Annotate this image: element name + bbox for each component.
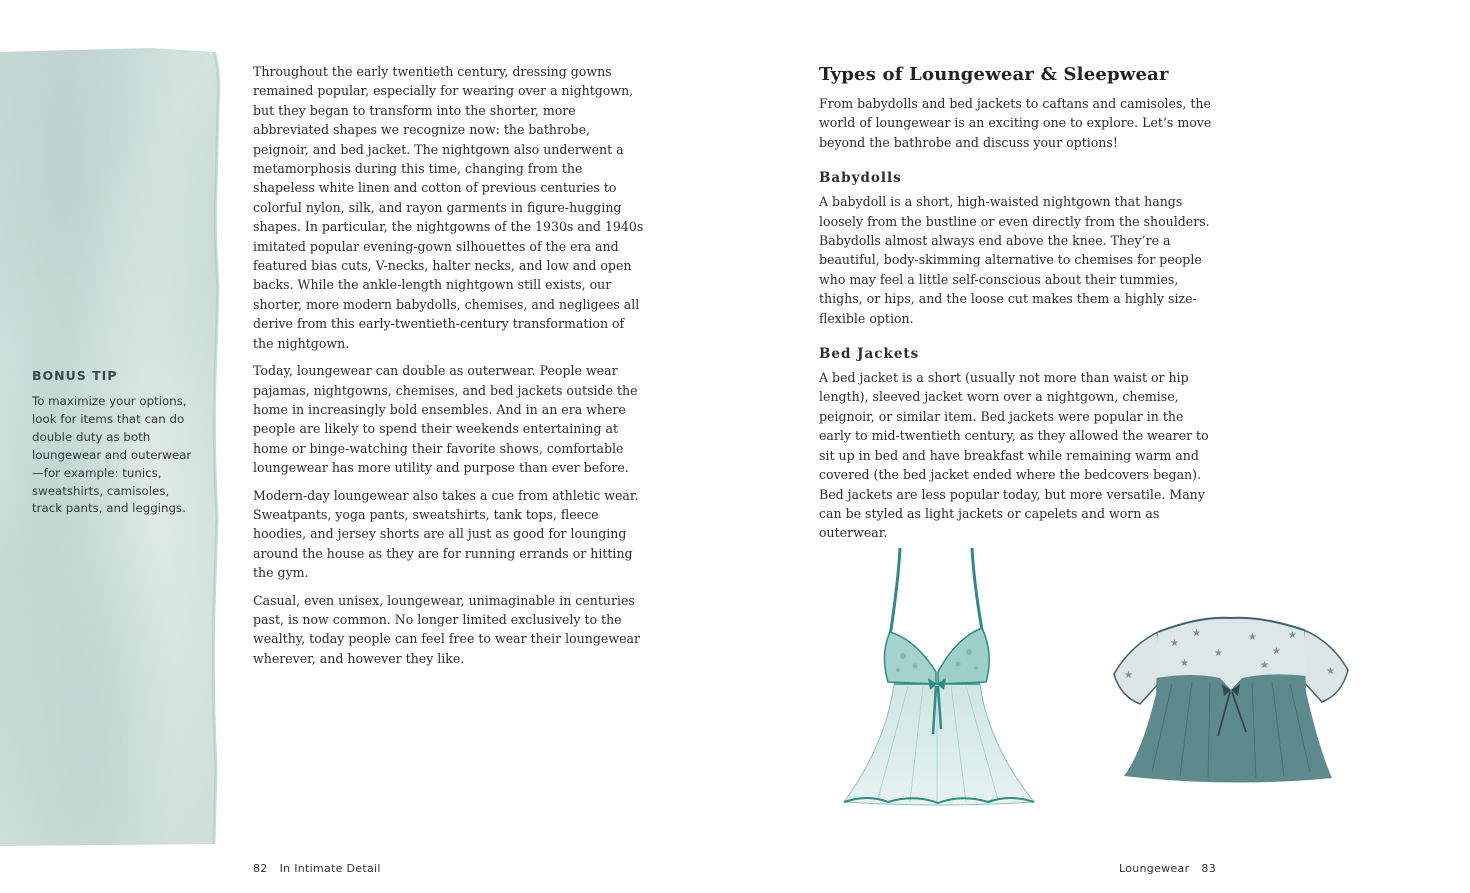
bonus-tip-title: BONUS TIP [32, 368, 118, 383]
svg-text:★: ★ [1248, 632, 1257, 643]
page-heading: Types of Loungewear & Sleepwear [819, 64, 1169, 85]
right-page-text [819, 64, 1214, 551]
section-body-babydolls: A babydoll is a short, high-waisted nightgown that hangs loosely from the bustline or even directly from the shoulders. Babydolls almost always end above the knee. They’re a beautiful, body-skimming alternative to chemises for people who may feel a little self-conscious about their tummies, thighs, or hips, and the loose cut makes them a highly size-flexible option. [819, 194, 1210, 326]
page-number: 82 [253, 862, 268, 875]
right-page-folio [1119, 862, 1216, 875]
section-heading-babydolls: Babydolls [819, 170, 902, 187]
bonus-tip-box [32, 368, 198, 518]
svg-text:★: ★ [1214, 648, 1223, 659]
svg-text:★: ★ [1272, 646, 1281, 657]
section-heading-bed-jackets: Bed Jackets [819, 346, 920, 363]
svg-text:★: ★ [1170, 638, 1179, 649]
svg-text:★: ★ [1180, 658, 1189, 669]
body-paragraph: Throughout the early twentieth century, dressing gowns remained popular, especially for wearing over a nightgown, but they began to transform into the shorter, more abbreviated shapes we recognize now: the bathrobe, peignoir, and bed jacket. The nightgown also underwent a metamorphosis during this time, changing from the shapeless white linen and cotton of previous centuries to colorful nylon, silk, and rayon garments in figure-hugging shapes. In particular, the nightgowns of the 1930s and 1940s imitated popular evening-gown silhouettes of the era and featured bias cuts, V-necks, halter necks, and low and open backs. While the ankle-length nightgown still exists, our shorter, more modern babydolls, chemises, and negligees all derive from this early-twentieth-century transformation of the nightgown. [253, 64, 644, 351]
section-body-bed-jackets: A bed jacket is a short (usually not more than waist or hip length), sleeved jacket worn over a nightgown, chemise, peignoir, or similar item. Bed jackets were popular in the early to mid-twentieth century, as they allowed the wearer to sit up in bed and have breakfast while remaining warm and covered (the bed jacket ended where the bedcovers began). Bed jackets are less popular today, but more versatile. Many can be styled as light jackets or capelets and worn as outerwear. [819, 370, 1209, 541]
intro-paragraph: From babydolls and bed jackets to caftans and camisoles, the world of loungewear is an exciting one to explore. Let’s move beyond the bathrobe and discuss your options! [819, 96, 1212, 150]
svg-text:★: ★ [1124, 670, 1133, 681]
bonus-tip-body: To maximize your options, look for items that can do double duty as both loungewear and outerwear—for example: tunics, sweatshirts, camisoles, track pants, and leggings. [32, 394, 192, 516]
left-page-text [253, 62, 648, 676]
svg-text:★: ★ [1288, 630, 1297, 641]
running-head: In Intimate Detail [279, 862, 381, 875]
left-page-folio [253, 862, 381, 875]
body-paragraph: Modern-day loungewear also takes a cue from athletic wear. Sweatpants, yoga pants, sweatshirts, tank tops, fleece hoodies, and jersey shorts are all just as good for lounging around the house as they are for running errands or hitting the gym. [253, 487, 639, 581]
babydoll-illustration-icon [838, 544, 1040, 814]
page-number: 83 [1201, 862, 1216, 875]
svg-text:★: ★ [1192, 628, 1201, 639]
svg-text:★: ★ [1326, 666, 1335, 677]
bed-jacket-illustration-icon [1110, 612, 1352, 790]
running-head: Loungewear [1119, 862, 1190, 875]
svg-text:★: ★ [1260, 660, 1269, 671]
body-paragraph: Today, loungewear can double as outerwear. People wear pajamas, nightgowns, chemises, and bed jackets outside the home in increasingly bold ensembles. And in an era where people are likely to spend their weekends entertaining at home or binge-watching their favorite shows, comfortable loungewear has more utility and purpose than ever before. [253, 363, 638, 476]
body-paragraph: Casual, even unisex, loungewear, unimaginable in centuries past, is now common. No longer limited exclusively to the wealthy, today people can feel free to wear their loungewear wherever, and however they like. [253, 592, 640, 666]
